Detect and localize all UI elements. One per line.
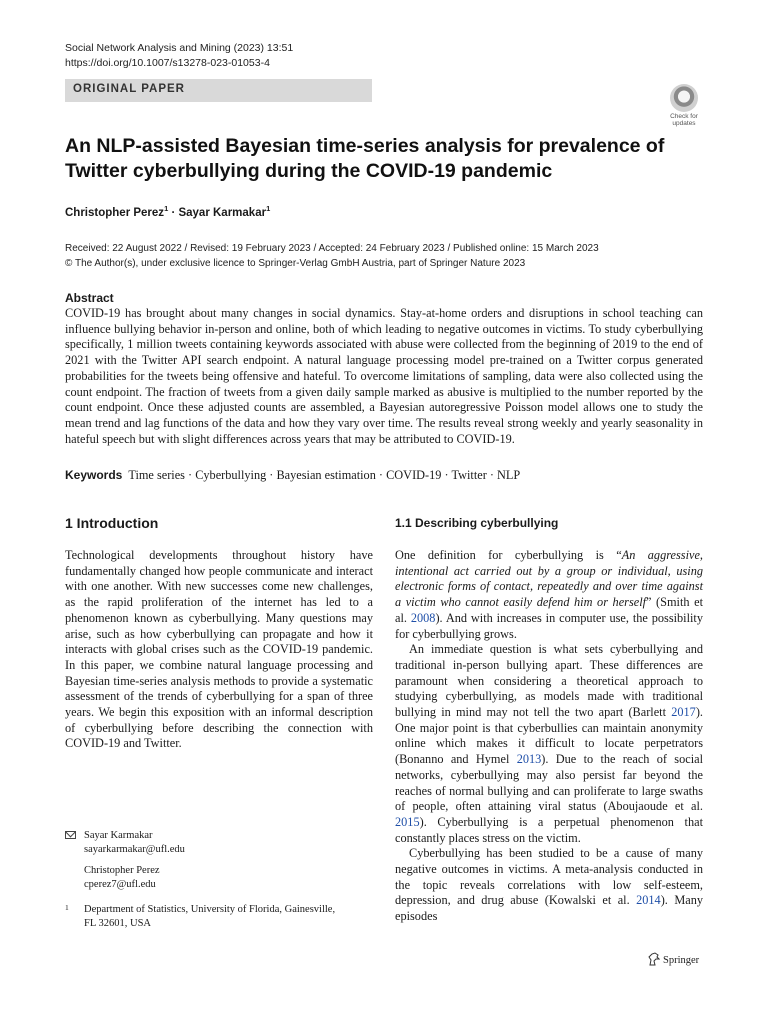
journal-citation: Social Network Analysis and Mining (2023) 13:51 xyxy=(65,42,294,54)
keywords xyxy=(65,468,703,483)
doi-link[interactable]: https://doi.org/10.1007/s13278-023-01053-4 xyxy=(65,57,270,69)
affiliation-line1: Department of Statistics, University of Florida, Gainesville, xyxy=(84,904,336,915)
publisher-name: Springer xyxy=(663,955,700,966)
publication-dates xyxy=(65,241,685,271)
check-updates-line1: Check for xyxy=(670,113,698,120)
paragraph: An immediate question is what sets cyberbullying and traditional in-person bullying apart. These differences are paramount when considering a theoretical approach to studying cyberbullying, as models made with traditional bullying in mind may not tell the two apart (Barlett 2017). One major point is that cyberbullies can maintain anonymity online which makes it difficult to locate perpetrators (Bonanno and Hymel 2013). Due to the reach of social networks, cyberbullying may also persist far beyond the reaches of normal bullying and can proliferate to large swaths of people, often attaining viral status (Aboujaoude et al. 2015). Cyberbullying is a perpetual phenomenon that constantly places stress on the victim. xyxy=(395,642,703,845)
journal-header xyxy=(65,41,293,71)
correspondence-block xyxy=(65,829,365,892)
paper-type-label: ORIGINAL PAPER xyxy=(73,83,185,95)
citation-link[interactable]: 2017 xyxy=(671,705,696,720)
coauthor-name: Christopher Perez xyxy=(84,865,160,876)
paragraph: One definition for cyberbullying is “An aggressive, intentional act carried out by a group or individual, using electronic forms of contact, repeatedly and over time against a victim who cannot easily defend him or herself” (Smith et al. 2008). And with increases in computer use, the possibility for cyberbullying grows. xyxy=(395,548,703,641)
publisher-logo xyxy=(648,952,699,966)
citation-link[interactable]: 2008 xyxy=(410,610,436,625)
corresponding-author-email[interactable]: sayarkarmakar@ufl.edu xyxy=(84,844,185,855)
citation-link[interactable]: 2015 xyxy=(395,814,420,829)
section-heading-introduction: 1 Introduction xyxy=(65,515,159,531)
author-affiliation-mark: 1 xyxy=(266,204,271,213)
copyright-line: © The Author(s), under exclusive licence to Springer-Verlag GmbH Austria, part of Springer Nature 2023 xyxy=(65,258,526,269)
paper-type-banner xyxy=(65,79,372,102)
affiliation-number: 1 xyxy=(65,903,69,912)
coauthor-email[interactable]: cperez7@ufl.edu xyxy=(84,879,156,890)
envelope-icon xyxy=(65,831,76,839)
paragraph: Cyberbullying has been studied to be a cause of many negative outcomes in victims. A meta-analysis conducted in the topic reveals correlations with low self-esteem, depression, and drug abuse (Kowalski et al. 2014). Many episodes xyxy=(395,846,704,924)
citation-link[interactable]: 2014 xyxy=(636,893,661,908)
author-list: Christopher Perez$^1$ · Sayar Karmakar$^1$ xyxy=(65,204,271,219)
affiliation-line2: FL 32601, USA xyxy=(84,918,151,929)
history-dates: Received: 22 August 2022 / Revised: 19 February 2023 / Accepted: 24 February 2023 / Published online: 15 March 2023 xyxy=(65,243,599,254)
author-name[interactable]: Sayar Karmakar xyxy=(178,206,267,219)
right-column xyxy=(395,548,703,925)
abstract-heading: Abstract xyxy=(65,291,114,305)
author-affiliation-mark: 1 xyxy=(164,204,169,213)
definition-quote: An aggressive, intentional act carried out by a group or individual, using electronic forms of contact, repeatedly and over time against a victim who cannot easily defend him or herself xyxy=(395,548,703,610)
citation-link[interactable]: 2013 xyxy=(516,752,542,767)
keywords-text: Time series · Cyberbullying · Bayesian estimation · COVID-19 · Twitter · NLP xyxy=(128,468,521,482)
paper-title: An NLP-assisted Bayesian time-series analysis for prevalence of Twitter cyberbullying during the COVID-19 pandemic xyxy=(65,135,665,182)
check-updates-icon xyxy=(670,84,698,112)
subsection-heading-describing-cyberbullying: 1.1 Describing cyberbullying xyxy=(395,516,559,530)
left-column xyxy=(65,548,373,752)
check-updates-line2: updates xyxy=(672,120,696,127)
keywords-label: Keywords xyxy=(65,468,123,482)
affiliation xyxy=(65,903,365,931)
author-name[interactable]: Christopher Perez xyxy=(65,206,165,219)
abstract-body: COVID-19 has brought about many changes in social dynamics. Stay-at-home orders and disruptions in school teaching can influence bullying behavior in-person and online, both of which leading to negative outcomes in victims. To study cyberbullying specifically, 1 million tweets containing keywords associated with abuse were collected from the beginning of 2019 to the end of 2021 with the Twitter API search endpoint. A natural language processing model pre-trained on a Twitter corpus generated probabilities for the tweets being offensive and hateful. To overcome limitations of sampling, data were also collected using the count endpoint. The fraction of tweets from a given daily sample marked as abusive is multiplied to the number reported by the count endpoint. Once these adjusted counts are assembled, a Bayesian autoregressive Poisson model allows one to study the mean trend and lag functions of the data and how they vary over time. The results reveal strong weekly and yearly seasonality in hateful speech but with slight differences across years that may be attributed to COVID-19. xyxy=(65,306,703,446)
corresponding-author-name: Sayar Karmakar xyxy=(84,830,153,841)
intro-paragraph: Technological developments throughout history have fundamentally changed how people communicate and interact with one another. With new successes come new challenges, as the rapid proliferation of the internet has led to a phenomenon known as cyberbullying. Many questions may arise, such as how cyberbullying can propagate and how it interacts with global crises such as the COVID-19 pandemic. In this paper, we combine natural language processing and Bayesian time-series analysis methods to provide a systematic assessment of the trends of cyberbullying for a span of three years. We begin this exposition with an informal description of cyberbullying before describing the connection with COVID-19 and Twitter. xyxy=(65,548,373,751)
check-for-updates-badge[interactable] xyxy=(664,84,704,127)
springer-horse-icon xyxy=(648,952,660,966)
